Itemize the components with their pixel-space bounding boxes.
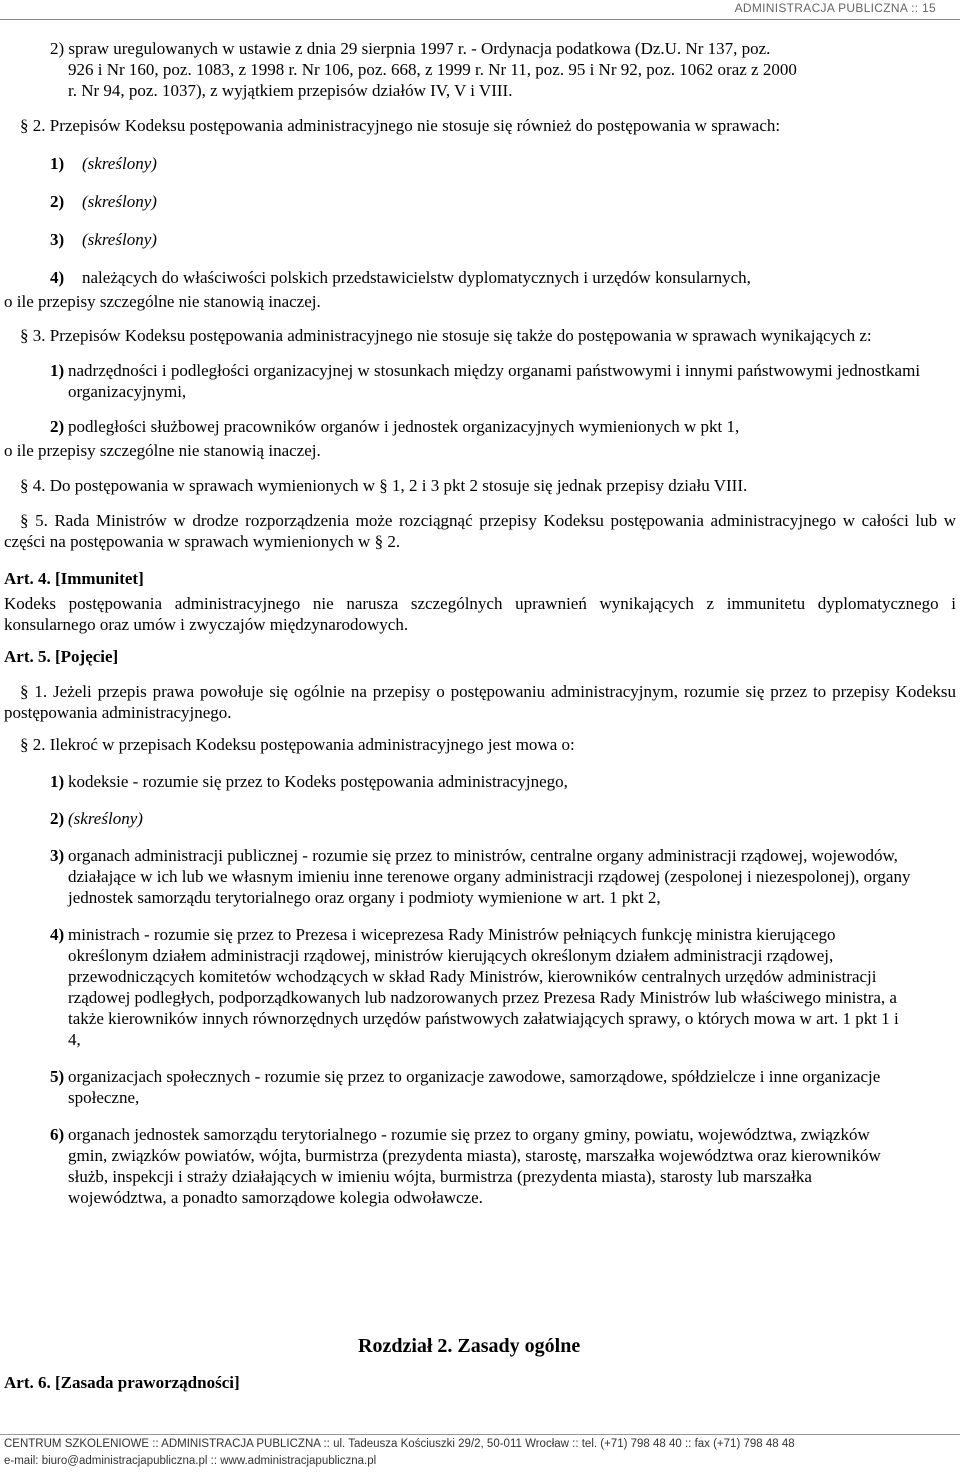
art5-item-5-text: organizacjach społecznych - rozumie się przez to organizacje zawodowe, samorządowe, spółdzielcze i inne organizacje społeczne, (68, 1067, 881, 1107)
s1-item-2 (50, 38, 956, 101)
s2-item-3-number: 3) (50, 230, 65, 249)
art5-item-3 (4, 845, 924, 908)
s2-item-2-text: (skreślony) (82, 192, 157, 211)
art5-item-2 (4, 808, 956, 829)
running-header: ADMINISTRACJA PUBLICZNA :: 15 (734, 1, 936, 15)
footer-contact-line: CENTRUM SZKOLENIOWE :: ADMINISTRACJA PUBLICZNA :: ul. Tadeusza Kościuszki 29/2, 50-011 Wrocław :: tel. (+71) 798 48 40 :: fax (+71) 798 48 48 (4, 1438, 795, 1450)
art5-item-1-number: 1) (50, 772, 65, 791)
art5-heading: Art. 5. [Pojęcie] (4, 647, 119, 666)
s3-item-1 (4, 360, 952, 402)
footer-rule (0, 1434, 960, 1435)
art5-item-4-text: ministrach - rozumie się przez to Prezesa i wiceprezesa Rady Ministrów pełniących funkcję ministra kierującego określonym działem administracji rządowej, ministrów kierujących określonym działem administracji rządowej, przewodniczących komitetów wchodzących w skład Rady Ministrów, kierowników centralnych urzędów administracji rządowej podległych, podporządkowanych lub nadzorowanych przez Prezesa Rady Ministrów lub właściwego ministra, a także kierowników innych równorzędnych urzędów państwowych załatwiających sprawy, o których mowa w art. 1 pkt 1 i 4, (68, 925, 899, 1049)
s3-item-1-text: nadrzędności i podległości organizacyjnej w stosunkach między organami państwowymi i innymi państwowymi jednostkami organizacyjnymi, (68, 361, 921, 401)
art5-item-6-number: 6) (50, 1125, 65, 1144)
s3-item-2-number: 2) (50, 417, 65, 436)
s2-item-2-number: 2) (50, 192, 65, 211)
art5-item-5-number: 5) (50, 1067, 65, 1086)
s1-item-2-line1: 2) spraw uregulowanych w ustawie z dnia 29 sierpnia 1997 r. - Ordynacja podatkowa (Dz.U. Nr 137, poz. (50, 39, 771, 58)
s2-item-1-number: 1) (50, 154, 65, 173)
chapter-heading: Rozdział 2. Zasady ogólne (358, 1335, 581, 1357)
art5-item-4-number: 4) (50, 925, 65, 944)
art5-item-1 (4, 771, 956, 792)
s2-item-1 (4, 153, 956, 174)
art5-item-1-text: kodeksie - rozumie się przez to Kodeks postępowania administracyjnego, (68, 772, 568, 791)
art5-item-3-text: organach administracji publicznej - rozumie się przez to ministrów, centralne organy administracji rządowej, wojewodów, działające w ich lub we własnym imieniu inne terenowe organy administracji rządowej (zespolonej i niezespolonej), organy jednostek samorządu terytorialnego oraz organy i podmioty wymienione w art. 1 pkt 2, (68, 846, 911, 907)
art4-text: Kodeks postępowania administracyjnego nie narusza szczególnych uprawnień wynikających z immunitetu dyplomatycznego i konsularnego oraz umów i zwyczajów międzynarodowych. (4, 594, 956, 634)
s2-item-4-text: należących do właściwości polskich przedstawicielstw dyplomatycznych i urzędów konsularnych, (82, 268, 751, 287)
s5-text: § 5. Rada Ministrów w drodze rozporządzenia może rozciągnąć przepisy Kodeksu postępowania administracyjnego w całości lub w części na postępowania w sprawach wymienionych w § 2. (4, 511, 956, 551)
art5-item-6 (4, 1124, 912, 1208)
s4-text: § 4. Do postępowania w sprawach wymienionych w § 1, 2 i 3 pkt 2 stosuje się jednak przepisy działu VIII. (20, 476, 748, 495)
document-body (4, 38, 956, 1208)
art6-heading: Art. 6. [Zasada praworządności] (4, 1373, 240, 1392)
art5-p1: § 1. Jeżeli przepis prawa powołuje się ogólnie na przepisy o postępowaniu administracyjnym, rozumie się przez to przepisy Kodeksu postępowania administracyjnego. (4, 682, 956, 722)
s2-item-3 (4, 229, 956, 250)
art5-item-2-number: 2) (50, 809, 65, 828)
footer-web-line: e-mail: biuro@administracjapubliczna.pl :: www.administracjapubliczna.pl (4, 1455, 377, 1467)
art5-item-4 (4, 924, 912, 1050)
art4-heading: Art. 4. [Immunitet] (4, 569, 144, 588)
s3-item-2 (4, 416, 956, 437)
s2-tail: o ile przepisy szczególne nie stanowią inaczej. (4, 292, 321, 311)
art5-item-2-text: (skreślony) (68, 809, 143, 828)
s2-item-4 (4, 267, 956, 288)
header-rule (0, 19, 960, 20)
s2-item-1-text: (skreślony) (82, 154, 157, 173)
s1-item-2-line3: r. Nr 94, poz. 1037), z wyjątkiem przepisów działów IV, V i VIII. (68, 81, 513, 100)
art5-item-6-text: organach jednostek samorządu terytorialnego - rozumie się przez to organy gminy, powiatu, województwa, związków gmin, związków powiatów, wójta, burmistrza (prezydenta miasta), starostę, marszałka województwa oraz kierowników służb, inspekcji i straży działających w imieniu wójta, burmistrza (prezydenta miasta), starosty lub marszałka województwa, a ponadto samorządowe kolegia odwoławcze. (68, 1125, 881, 1207)
art5-item-3-number: 3) (50, 846, 65, 865)
s2-item-2 (4, 191, 956, 212)
s3-tail: o ile przepisy szczególne nie stanowią inaczej. (4, 441, 321, 460)
s2-item-4-number: 4) (50, 268, 65, 287)
s1-item-2-line2: 926 i Nr 160, poz. 1083, z 1998 r. Nr 106, poz. 668, z 1999 r. Nr 11, poz. 95 i Nr 92, poz. 1062 oraz z 2000 (68, 60, 797, 79)
s3-item-1-number: 1) (50, 361, 65, 380)
art5-p2: § 2. Ilekroć w przepisach Kodeksu postępowania administracyjnego jest mowa o: (20, 735, 575, 754)
art5-item-5 (4, 1066, 912, 1108)
s2-intro: § 2. Przepisów Kodeksu postępowania administracyjnego nie stosuje się również do postępowania w sprawach: (20, 116, 781, 135)
s2-item-3-text: (skreślony) (82, 230, 157, 249)
s3-item-2-text: podległości służbowej pracowników organów i jednostek organizacyjnych wymienionych w pkt 1, (68, 417, 740, 436)
s3-intro: § 3. Przepisów Kodeksu postępowania administracyjnego nie stosuje się także do postępowania w sprawach wynikających z: (20, 326, 872, 345)
